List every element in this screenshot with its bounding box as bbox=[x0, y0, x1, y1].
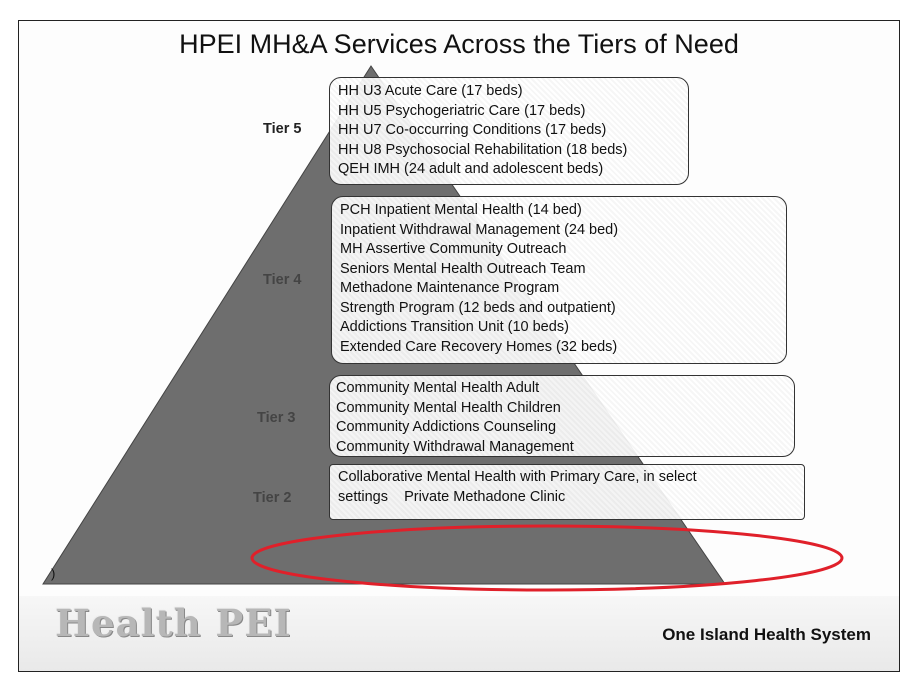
tier-3-item: Community Withdrawal Management bbox=[336, 438, 574, 455]
slide bbox=[18, 20, 900, 672]
tier-3-item: Community Mental Health Adult bbox=[336, 380, 540, 396]
tier-4-item: MH Assertive Community Outreach bbox=[340, 241, 567, 257]
tier-4-item: Extended Care Recovery Homes (32 beds) bbox=[340, 338, 618, 355]
tier-2-label: Tier 2 bbox=[253, 490, 292, 506]
tier-5-item: HH U5 Psychogeriatric Care (17 beds) bbox=[338, 102, 586, 119]
tier-3-box bbox=[329, 375, 795, 457]
tier-5-item: HH U3 Acute Care (17 beds) bbox=[338, 83, 523, 99]
tier-5-box bbox=[329, 77, 689, 185]
tier-4-item: Methadone Maintenance Program bbox=[340, 280, 560, 296]
tier-4-item: Addictions Transition Unit (10 beds) bbox=[340, 319, 569, 335]
tier-3-item: Community Mental Health Children bbox=[336, 399, 561, 416]
tier-2-item: settings Private Methadone Clinic bbox=[338, 488, 566, 505]
tier-4-label: Tier 4 bbox=[263, 272, 302, 288]
tier-5-item: HH U8 Psychosocial Rehabilitation (18 beds) bbox=[338, 141, 628, 158]
tier-2-box bbox=[329, 464, 805, 520]
tier-5-item: QEH IMH (24 adult and adolescent beds) bbox=[338, 161, 604, 177]
tier-3-item: Community Addictions Counseling bbox=[336, 419, 557, 435]
tier-3-label: Tier 3 bbox=[257, 410, 296, 426]
health-pei-logo: Health PEI bbox=[55, 601, 292, 645]
tier-4-item: PCH Inpatient Mental Health (14 bed) bbox=[340, 202, 582, 218]
tier-4-box bbox=[331, 196, 787, 364]
stray-mark: ) bbox=[51, 566, 56, 581]
tagline: One Island Health System bbox=[662, 625, 871, 644]
tier-5-label: Tier 5 bbox=[263, 121, 302, 137]
tier-4-item: Seniors Mental Health Outreach Team bbox=[340, 260, 586, 277]
tier-2-item: Collaborative Mental Health with Primary Care, in select bbox=[338, 469, 697, 485]
slide-title: HPEI MH&A Services Across the Tiers of Need bbox=[179, 29, 739, 59]
tier-5-item: HH U7 Co-occurring Conditions (17 beds) bbox=[338, 122, 607, 138]
tier-4-item: Strength Program (12 beds and outpatient) bbox=[340, 299, 616, 316]
tier-4-item: Inpatient Withdrawal Management (24 bed) bbox=[340, 221, 619, 238]
